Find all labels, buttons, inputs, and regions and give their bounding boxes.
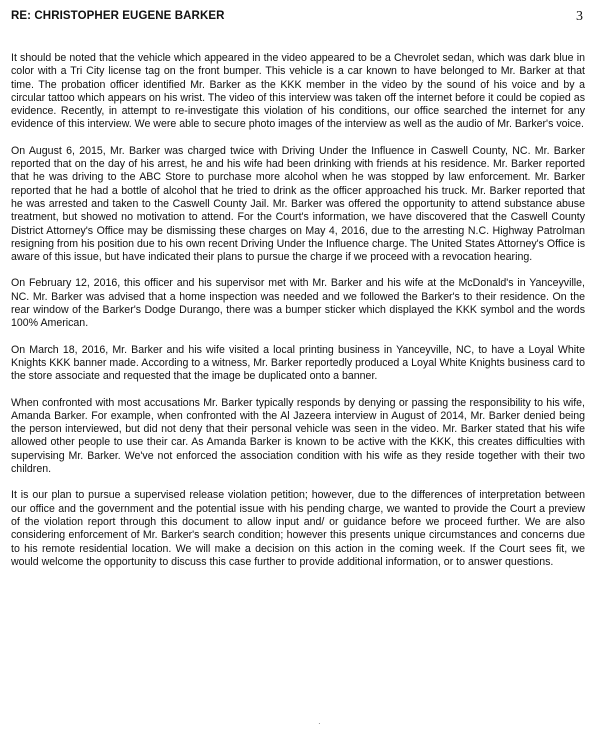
paragraph-banner-printing: On March 18, 2016, Mr. Barker and his wife visited a local printing business in Yanceyville, NC, to have a Loyal White Knights KKK banner made. According to a witness, Mr. Barker reportedly produced a Loyal White Knights business card to the store associate and requested that the image be duplicated onto a banner. xyxy=(11,343,585,383)
paragraph-accusations: When confronted with most accusations Mr. Barker typically responds by denying or passing the responsibility to his wife, Amanda Barker. For example, when confronted with the Al Jazeera interview in August of 2014, Mr. Barker denied being the person interviewed, but did not deny that their personal vehicle was seen in the video. Mr. Barker stated that his wife allowed other people to use their car. As Amanda Barker is known to be active with the KKK, this creates difficulties with supervising Mr. Barker. We've not enforced the association condition with his wife as they reside together with their two children. xyxy=(11,396,585,476)
page-number: 3 xyxy=(576,9,583,24)
paragraph-home-inspection: On February 12, 2016, this officer and his supervisor met with Mr. Barker and his wife at the McDonald's in Yanceyville, NC. Mr. Barker was advised that a home inspection was needed and we followed the Barker's to their residence. On the rear window of the Barker's Dodge Durango, there was a bumper sticker which displayed the KKK symbol and the words 100% American. xyxy=(11,277,585,330)
paragraph-vehicle-video: It should be noted that the vehicle which appeared in the video appeared to be a Chevrolet sedan, which was dark blue in color with a Tri City license tag on the front bumper. This vehicle is a car known to have belonged to Mr. Barker at that time. The probation officer identified Mr. Barker as the KKK member in the video by the sound of his voice and by a circular tattoo which appears on his wrist. The video of this interview was taken off the internet before it could be copied as evidence. Recently, in attempt to re-investigate this violation of his conditions, our office searched the internet for any evidence of this interview. We were able to secure photo images of the interview as well as the audio of Mr. Barker's voice. xyxy=(11,52,585,131)
page-header xyxy=(11,10,585,28)
document-page xyxy=(11,10,585,569)
paragraph-plan: It is our plan to pursue a supervised release violation petition; however, due to the differences of interpretation between our office and the government and the potential issue with his pending charge, we wanted to provide the Court a preview of the violation report through this document to allow input and/ or guidance before we proceed further. We are also considering enforcement of Mr. Barker's search condition; however this presents unique circumstances and concerns due to his remote residential location. We will make a decision on this action in the coming week. If the Court sees fit, we would welcome the opportunity to discuss this case further to provide additional information, or to answer questions. xyxy=(11,489,585,568)
scan-speck: · xyxy=(318,719,321,728)
re-line: RE: CHRISTOPHER EUGENE BARKER xyxy=(11,10,225,22)
paragraph-dui-charge: On August 6, 2015, Mr. Barker was charged twice with Driving Under the Influence in Caswell County, NC. Mr. Barker reported that on the day of his arrest, he and his wife had been drinking with friends at his residence. Mr. Barker reported that he was driving to the ABC Store to purchase more alcohol when he was stopped by law enforcement. Mr. Barker reported that he had a bottle of alcohol that he tried to drink as the officer approached his truck. Mr. Barker reported that he was arrested and taken to the Caswell County Jail. Mr. Barker was offered the opportunity to attend substance abuse treatment, but showed no motivation to attend. For the Court's information, we have discovered that the Caswell County District Attorney's Office may be dismissing these charges on May 4, 2016, due to the arresting N.C. Highway Patrolman resigning from his position due to his own recent Driving Under the Influence charge. The United States Attorney's Office is aware of this issue, but have indicated their plans to pursue the charge if we proceed with a revocation hearing. xyxy=(11,144,585,264)
